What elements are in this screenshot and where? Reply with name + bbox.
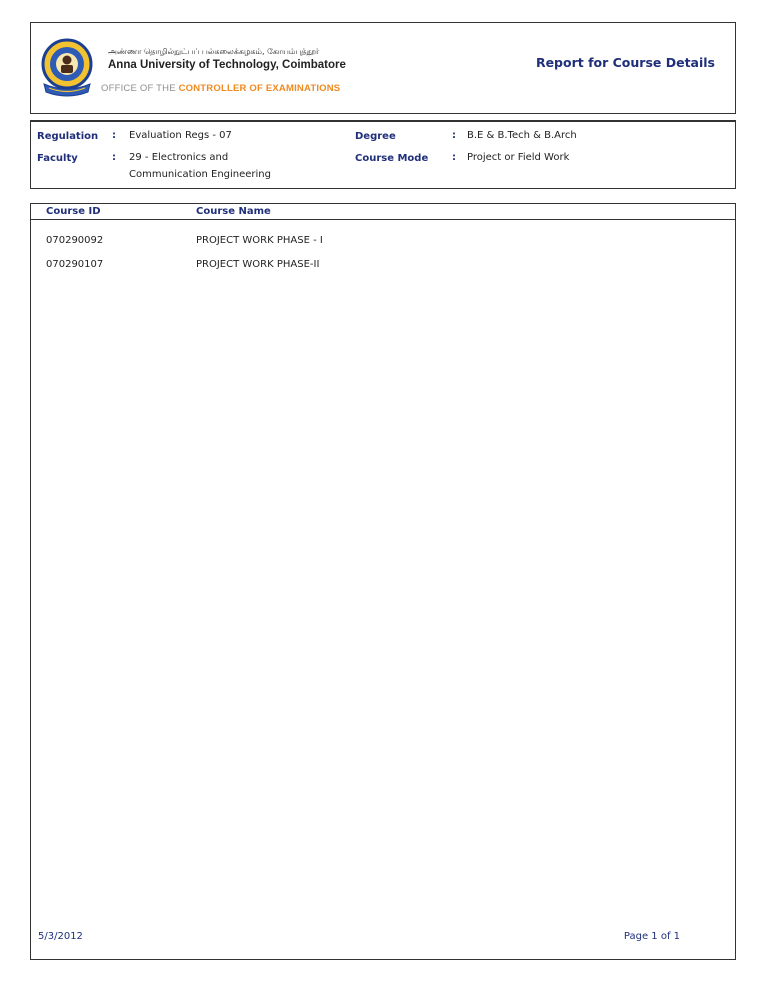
report-date: 5/3/2012 <box>38 931 83 942</box>
university-logo-icon <box>41 38 93 100</box>
university-name-tamil: அண்ணா தொழில்நுட்பப் பல்கலைக்கழகம், கோயம்புத்தூர் <box>108 47 320 56</box>
regulation-colon: : <box>112 130 116 141</box>
faculty-value-line2: Communication Engineering <box>129 169 271 180</box>
degree-label: Degree <box>355 131 396 142</box>
faculty-label: Faculty <box>37 153 78 164</box>
university-name: Anna University of Technology, Coimbatore <box>108 59 346 71</box>
report-title: Report for Course Details <box>535 55 715 70</box>
course-mode-label: Course Mode <box>355 153 429 164</box>
office-title-accent: CONTROLLER OF EXAMINATIONS <box>178 83 341 94</box>
regulation-label: Regulation <box>37 131 99 142</box>
page-number: Page 1 of 1 <box>623 931 680 942</box>
course-id-cell: 070290107 <box>46 259 104 270</box>
degree-value: B.E & B.Tech & B.Arch <box>467 130 577 141</box>
course-list-panel <box>30 203 736 960</box>
office-title <box>101 83 340 94</box>
course-info-panel <box>30 120 736 189</box>
faculty-value-line1: 29 - Electronics and <box>129 152 229 163</box>
report-header <box>30 22 736 114</box>
course-id-cell: 070290092 <box>46 235 104 246</box>
course-mode-value: Project or Field Work <box>467 152 570 163</box>
degree-colon: : <box>452 130 456 141</box>
regulation-value: Evaluation Regs - 07 <box>129 130 232 141</box>
column-header-course-id: Course ID <box>46 206 101 217</box>
course-mode-colon: : <box>452 152 456 163</box>
office-title-prefix: OFFICE OF THE <box>101 83 176 94</box>
faculty-colon: : <box>112 152 116 163</box>
course-name-cell: PROJECT WORK PHASE - I <box>196 235 323 246</box>
column-header-course-name: Course Name <box>196 206 271 217</box>
course-name-cell: PROJECT WORK PHASE-II <box>196 259 320 270</box>
header-divider <box>31 219 735 220</box>
